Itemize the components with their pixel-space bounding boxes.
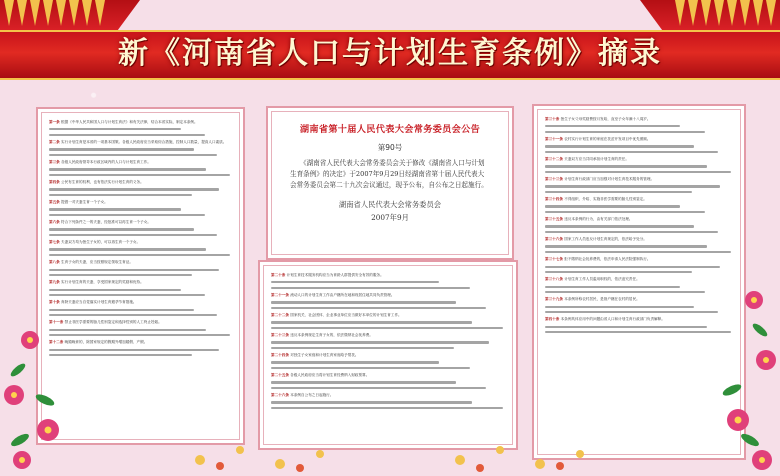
article-paragraph [271, 292, 505, 298]
article-heading: 第二十条 [271, 273, 287, 277]
text-line [271, 347, 454, 349]
text-line [49, 148, 194, 150]
text-line [545, 251, 731, 253]
text-line [545, 131, 705, 133]
article-text: 计划生育工作人员滥用职权的，依法追究责任。 [564, 277, 640, 282]
text-line [49, 208, 181, 210]
article-heading: 第六条 [49, 220, 62, 225]
article-text: 流动人口的计划生育工作由户籍所在地和现居住地共同负责管理。 [290, 293, 395, 298]
text-line [545, 171, 731, 173]
article-heading: 第八条 [49, 260, 62, 265]
article-heading: 第二十六条 [271, 393, 291, 398]
text-line [49, 248, 206, 250]
article-paragraph [545, 236, 733, 242]
text-line [545, 191, 692, 193]
article-heading: 第三十五条 [545, 217, 565, 222]
article-text: 提倡一对夫妻生育一个子女。 [61, 200, 108, 205]
article-heading: 第九条 [49, 280, 62, 285]
article-paragraph [271, 372, 505, 378]
article-paragraph [545, 176, 733, 182]
article-paragraph [271, 352, 505, 358]
text-line [545, 231, 718, 233]
text-line [545, 205, 680, 207]
text-line [545, 326, 707, 328]
article-heading: 第五条 [49, 200, 62, 205]
article-paragraph [545, 296, 733, 302]
text-line [49, 234, 217, 236]
text-line [49, 194, 192, 196]
article-text: 各级人民政府应当将计划生育经费纳入财政预算。 [290, 373, 370, 378]
article-heading: 第三十条 [545, 117, 561, 121]
text-line [545, 245, 707, 247]
article-paragraph [271, 332, 505, 338]
article-paragraph [49, 119, 232, 125]
article-heading: 第三十一条 [545, 137, 565, 142]
announcement-date: 2007年9月 [371, 213, 409, 223]
article-paragraph [49, 239, 232, 245]
article-heading: 第二十四条 [271, 353, 291, 358]
text-line [49, 154, 217, 156]
article-heading: 第十一条 [49, 320, 65, 325]
text-line [545, 145, 694, 147]
article-text: 不得组织、介绍、实施非医学需要的胎儿性别鉴定。 [564, 197, 647, 202]
flower-bottom-icon [180, 420, 600, 476]
article-heading: 第三十二条 [545, 157, 565, 162]
text-line [545, 165, 707, 167]
article-text: 生育子女的夫妻，应当按照规定领取生育证。 [61, 260, 133, 265]
text-line [271, 281, 439, 283]
article-heading: 第四十条 [545, 317, 561, 322]
article-text: 育龄夫妻应当自觉落实计划生育避孕节育措施。 [61, 300, 137, 305]
text-line [545, 291, 705, 293]
text-line [545, 286, 680, 288]
article-heading: 第二十二条 [271, 313, 291, 318]
article-text: 本条例自公布之日起施行。 [290, 393, 334, 398]
text-line [49, 294, 205, 296]
article-text: 对独生子女家庭和计划生育家庭给予帮扶。 [290, 353, 359, 358]
article-text: 国家机关、社会团体、企业事业单位应当做好本单位的计划生育工作。 [290, 313, 402, 318]
page-title: 新《河南省人口与计划生育条例》摘录 [118, 36, 662, 71]
article-heading: 第三十六条 [545, 237, 565, 242]
text-line [545, 125, 680, 127]
article-text: 禁止非医学需要的胎儿性别鉴定和选择性别的人工终止妊娠。 [64, 320, 162, 325]
article-paragraph [49, 159, 232, 165]
text-line [545, 211, 705, 213]
article-text: 实行计划生育的夫妻，享受国家规定的奖励和优待。 [61, 280, 144, 285]
article-text: 农村实行计划生育的家庭在扶贫开发项目中优先照顾。 [564, 137, 651, 142]
article-paragraph [49, 179, 232, 185]
text-line [49, 354, 192, 356]
article-text: 本条例所称农村居民，是指户籍在农村的居民。 [564, 297, 640, 302]
article-heading: 第十条 [49, 300, 62, 305]
article-heading: 第三十七条 [545, 257, 565, 262]
text-line [49, 314, 217, 316]
article-text: 晚婚晚育的，除国家规定的假期外增加婚假、产假。 [64, 340, 148, 345]
text-line [271, 401, 472, 403]
flower-left-icon [0, 300, 70, 476]
article-heading: 第二十一条 [271, 293, 291, 298]
article-paragraph [545, 156, 733, 162]
text-line [545, 151, 718, 153]
article-heading: 第三十三条 [545, 177, 565, 182]
article-paragraph [545, 256, 733, 262]
text-line [49, 214, 205, 216]
article-text: 实行计划生育是本省的一项基本国策。各级人民政府应当采取综合措施，控制人口数量，提高人口素质。 [61, 140, 227, 145]
announcement-signatory: 湖南省人民代表大会常务委员会 [338, 200, 442, 210]
text-line [545, 225, 694, 227]
article-paragraph [271, 392, 505, 398]
article-text: 本条例具体应用中的问题由省人口和计划生育行政部门负责解释。 [560, 317, 665, 322]
article-paragraph [49, 259, 232, 265]
text-line [49, 334, 230, 336]
article-paragraph [271, 272, 505, 278]
text-line [49, 128, 181, 130]
article-paragraph [545, 316, 733, 322]
article-paragraph [545, 136, 733, 142]
article-text: 违反本条例的行为，由有关部门依法处理。 [564, 217, 633, 222]
article-text: 根据《中华人民共和国人口与计划生育法》和有关法律，结合本省实际，制定本条例。 [61, 120, 198, 124]
article-paragraph [545, 116, 733, 122]
text-line [545, 306, 694, 308]
article-text: 独生子女父母奖励费按月发给，直至子女年满十八周岁。 [560, 117, 651, 121]
article-text: 违反本条例规定生育子女的，依法缴纳社会抚养费。 [290, 333, 373, 338]
text-line [271, 387, 486, 389]
article-paragraph [49, 199, 232, 205]
text-line [271, 321, 472, 323]
article-text: 符合下列条件之一的夫妻，经批准可以再生育一个子女。 [61, 220, 151, 225]
text-line [271, 287, 470, 289]
article-heading: 第十二条 [49, 340, 65, 345]
text-line [49, 329, 206, 331]
article-paragraph [545, 216, 733, 222]
text-line [49, 289, 181, 291]
text-line [271, 307, 486, 309]
article-heading: 第二十五条 [271, 373, 291, 378]
text-line [545, 266, 720, 268]
flower-right-icon [710, 240, 780, 476]
text-line [271, 361, 439, 363]
article-paragraph [545, 196, 733, 202]
article-heading: 第二条 [49, 140, 62, 145]
article-heading: 第二十三条 [271, 333, 291, 338]
article-heading: 第四条 [49, 180, 62, 185]
title-banner [0, 0, 780, 92]
article-text: 计划生育行政部门应当加强对计划生育技术服务的管理。 [564, 177, 655, 182]
text-line [49, 274, 192, 276]
left-panel-content [41, 112, 240, 440]
article-paragraph [49, 139, 232, 145]
article-paragraph [271, 312, 505, 318]
text-line [49, 134, 205, 136]
article-text: 夫妻双方应当共同承担计划生育的责任。 [564, 157, 629, 162]
text-line [271, 327, 503, 329]
text-line [271, 301, 456, 303]
announcement-body: 《湖南省人民代表大会常务委员会关于修改《湖南省人口与计划生育条例》的决定》于2007年9月29日经湖南省第十届人民代表大会常务委员会第二十九次会议通过，现予公布，自公布之日起施行。 [290, 159, 488, 189]
text-line [545, 271, 692, 273]
article-paragraph [49, 219, 232, 225]
text-line [49, 168, 206, 170]
article-heading: 第一条 [49, 120, 62, 124]
article-paragraph [545, 276, 733, 282]
text-line [49, 228, 194, 230]
announcement-number: 第90号 [377, 143, 403, 152]
article-text: 国家工作人员违反计划生育规定的，依法给予处分。 [564, 237, 647, 242]
article-paragraph [49, 339, 232, 345]
article-text: 拒不缴纳社会抚养费的，依法申请人民法院强制执行。 [564, 257, 651, 262]
announcement-panel [266, 106, 514, 260]
text-line [49, 188, 219, 190]
article-heading: 第三十四条 [545, 197, 565, 202]
article-heading: 第三十八条 [545, 277, 565, 282]
article-text: 公民有生育的权利，也有依法实行计划生育的义务。 [61, 180, 144, 185]
article-text: 各级人民政府领导本行政区域内的人口与计划生育工作。 [61, 160, 151, 165]
article-paragraph [49, 299, 232, 305]
article-heading: 第三条 [49, 160, 62, 165]
text-line [49, 254, 230, 256]
text-line [271, 381, 456, 383]
article-paragraph [49, 319, 232, 325]
article-paragraph [49, 279, 232, 285]
text-line [545, 185, 720, 187]
text-line [271, 407, 503, 409]
text-line [49, 349, 219, 351]
text-line [49, 269, 219, 271]
text-line [545, 311, 718, 313]
announcement-title: 湖南省第十届人民代表大会常务委员会公告 [299, 124, 481, 135]
text-line [49, 309, 194, 311]
article-text: 夫妻双方均为独生子女的，可以再生育一个子女。 [61, 240, 141, 245]
text-line [271, 341, 489, 343]
text-line [271, 367, 470, 369]
article-heading: 第三十九条 [545, 297, 565, 302]
article-heading: 第七条 [49, 240, 62, 245]
middle-panel-content [263, 265, 513, 445]
text-line [545, 331, 731, 333]
text-line [49, 174, 230, 176]
article-text: 计划生育技术服务机构应当为育龄人群提供安全有效的服务。 [286, 273, 384, 277]
